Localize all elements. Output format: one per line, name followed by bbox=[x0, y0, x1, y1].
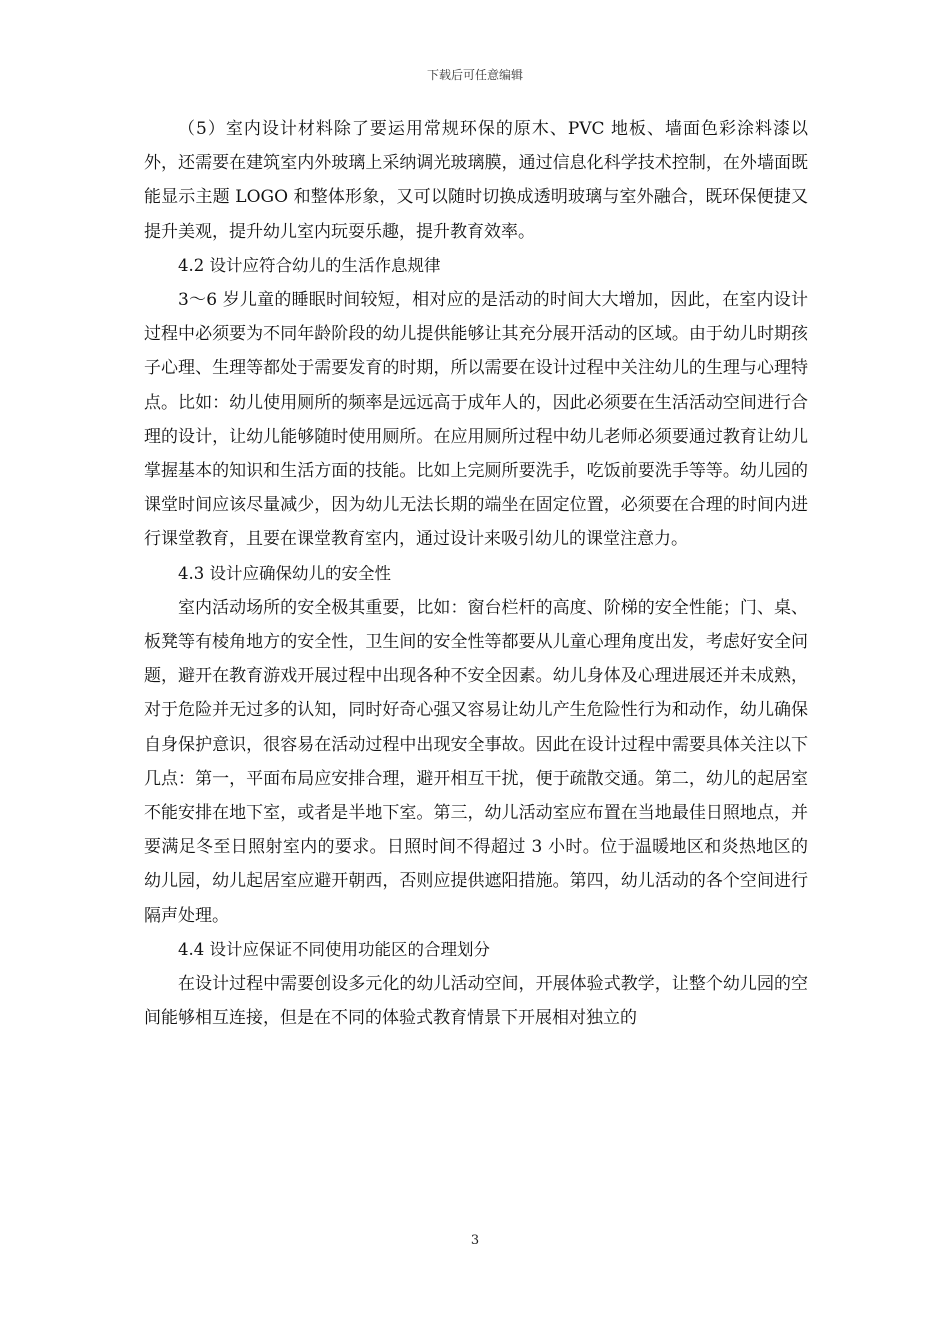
paragraph-function-areas: 在设计过程中需要创设多元化的幼儿活动空间，开展体验式教学，让整个幼儿园的空间能够相互连接，但是在不同的体验式教育情景下开展相对独立的 bbox=[144, 974, 808, 1029]
section-heading-4-3: 4.3 设计应确保幼儿的安全性 bbox=[178, 563, 391, 583]
page-header: 下载后可任意编辑 bbox=[426, 68, 523, 82]
paragraph-materials: （5）室内设计材料除了要运用常规环保的原木、PVC 地板、墙面色彩涂料漆以外，还需要在建筑室内外玻璃上采纳调光玻璃膜，通过信息化科学技术控制，在外墙面既能显示主题 LOGO 和整体形象，又可以随时切换成透明玻璃与室外融合，既环保便捷又提升美观，提升幼儿室内玩耍乐趣，提升教育效率。 bbox=[144, 119, 808, 242]
page-number: 3 bbox=[470, 1233, 480, 1248]
section-heading-4-4: 4.4 设计应保证不同使用功能区的合理划分 bbox=[178, 939, 490, 959]
paragraph-safety: 室内活动场所的安全极其重要，比如：窗台栏杆的高度、阶梯的安全性能；门、桌、板凳等有棱角地方的安全性，卫生间的安全性等都要从儿童心理角度出发，考虑好安全问题，避开在教育游戏开展过程中出现各种不安全因素。幼儿身体及心理进展还并未成熟，对于危险并无过多的认知，同时好奇心强又容易让幼儿产生危险性行为和动作，幼儿确保自身保护意识，很容易在活动过程中出现安全事故。因此在设计过程中需要具体关注以下几点：第一，平面布局应安排合理，避开相互干扰，便于疏散交通。第二，幼儿的起居室不能安排在地下室，或者是半地下室。第三，幼儿活动室应布置在当地最佳日照地点，并要满足冬至日照射室内的要求。日照时间不得超过 3 小时。位于温暖地区和炎热地区的幼儿园，幼儿起居室应避开朝西，否则应提供遮阳措施。第四，幼儿活动的各个空间进行隔声处理。 bbox=[144, 597, 808, 926]
paragraph-schedule: 3～6 岁儿童的睡眠时间较短，相对应的是活动的时间大大增加，因此，在室内设计过程中必须要为不同年龄阶段的幼儿提供能够让其充分展开活动的区域。由于幼儿时期孩子心理、生理等都处于需要发育的时期，所以需要在设计过程中关注幼儿的生理与心理特点。比如：幼儿使用厕所的频率是远远高于成年人的，因此必须要在生活活动空间进行合理的设计，让幼儿能够随时使用厕所。在应用厕所过程中幼儿老师必须要通过教育让幼儿掌握基本的知识和生活方面的技能。比如上完厕所要洗手，吃饭前要洗手等等。幼儿园的课堂时间应该尽量减少，因为幼儿无法长期的端坐在固定位置，必须要在合理的时间内进行课堂教育，且要在课堂教育室内，通过设计来吸引幼儿的课堂注意力。 bbox=[144, 290, 808, 550]
section-heading-4-2: 4.2 设计应符合幼儿的生活作息规律 bbox=[178, 255, 441, 275]
document-body bbox=[144, 112, 808, 1035]
